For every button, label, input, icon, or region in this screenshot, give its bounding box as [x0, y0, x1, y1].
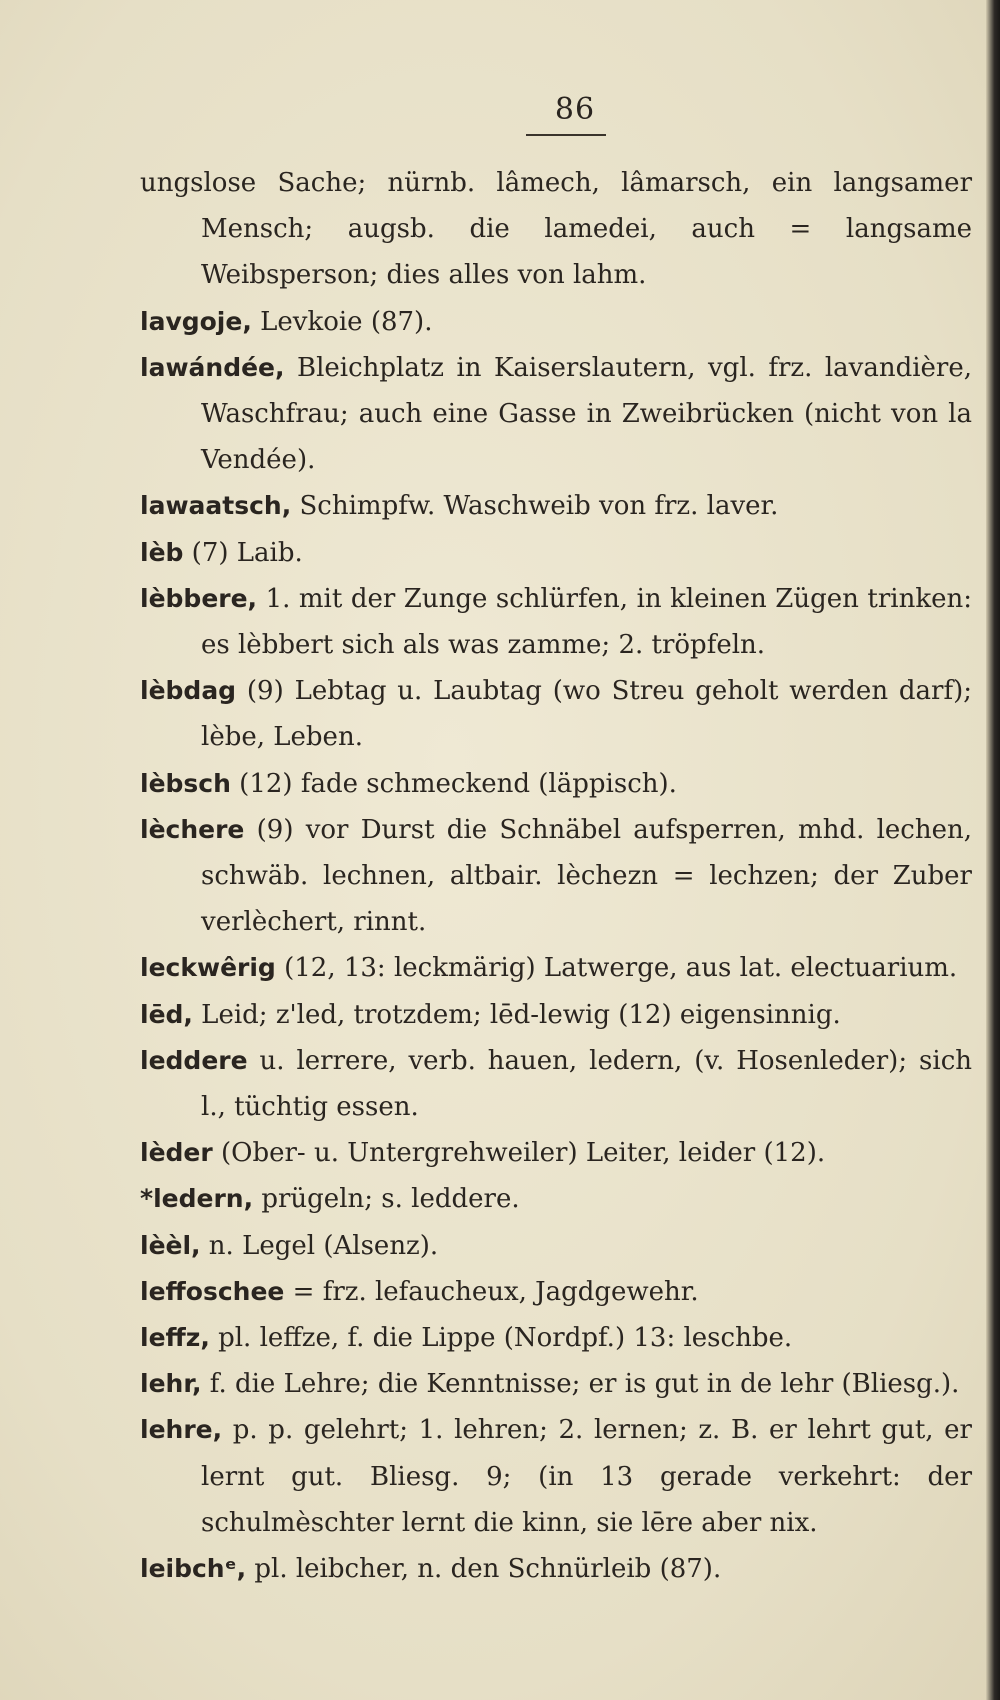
entry-headword: lawándée,: [140, 352, 285, 382]
entry-definition: p. p. gelehrt; 1. lehren; 2. lernen; z. B. er lehrt gut, er lernt gut. Bliesg. 9; (in 13 gerade verkehrt: der schulmèschter lernt die kinn, sie lēre aber nix.: [201, 1415, 972, 1538]
page-edge-shadow: [986, 0, 1000, 1700]
entry-headword: lèbdag: [140, 676, 237, 706]
entry-definition: (12) fade schmeckend (läppisch).: [230, 768, 677, 799]
dictionary-entry: [140, 992, 972, 1038]
entry-headword: lawaatsch,: [140, 491, 292, 521]
dictionary-entry: [140, 1176, 972, 1222]
entry-definition: prügeln; s. leddere.: [253, 1184, 520, 1215]
dictionary-entry: [140, 668, 972, 760]
entry-headword: leffoschee: [140, 1276, 285, 1306]
entry-definition: Leid; z'led, trotzdem; lēd-lewig (12) eigensinnig.: [192, 999, 841, 1030]
entry-headword: lēd,: [140, 999, 193, 1029]
entry-headword: lèbsch: [140, 768, 231, 798]
dictionary-entry: [140, 1130, 972, 1176]
dictionary-entry: [140, 945, 972, 991]
entry-definition: n. Legel (Alsenz).: [200, 1230, 439, 1261]
entry-headword: lehr,: [140, 1369, 202, 1399]
entry-headword: lèbbere,: [140, 583, 258, 613]
dictionary-entry: [140, 1223, 972, 1269]
entry-definition: (9) Lebtag u. Laubtag (wo Streu geholt werden darf); lèbe, Leben.: [201, 676, 972, 753]
dictionary-entry: [140, 345, 972, 484]
entry-definition: u. lerrere, verb. hauen, ledern, (v. Hosenleder); sich l., tüchtig essen.: [201, 1045, 972, 1123]
entry-headword: leddere: [140, 1045, 248, 1075]
dictionary-entry: [140, 1361, 972, 1407]
entry-definition: (9) vor Durst die Schnäbel aufsperren, mhd. lechen, schwäb. lechnen, altbair. lèchezn = lechzen; der Zuber verlèchert, rinnt.: [201, 814, 972, 938]
dictionary-entry: [140, 1038, 972, 1130]
entry-definition: Bleichplatz in Kaiserslautern, vgl. frz. lavandière, Waschfrau; auch eine Gasse in Zweibrücken (nicht von la Vendée).: [201, 352, 972, 476]
entry-headword: lèb: [140, 537, 184, 567]
entry-headword: lavgoje,: [140, 306, 252, 336]
entry-headword: lèèl,: [140, 1230, 201, 1260]
entry-definition: Levkoie (87).: [251, 306, 433, 337]
dictionary-entry: [140, 1546, 972, 1592]
entry-definition: ungslose Sache; nürnb. lâmech, lâmarsch, ein langsamer Mensch; augsb. die lamedei, auch = langsame Weibsperson; dies alles von lahm.: [140, 168, 972, 291]
entry-headword: lèchere: [140, 814, 245, 844]
dictionary-entry: [140, 761, 972, 807]
dictionary-entry: [140, 1315, 972, 1361]
entry-definition: (12, 13: leckmärig) Latwerge, aus lat. electuarium.: [275, 953, 958, 984]
dictionary-entry: [140, 576, 972, 668]
entry-definition: 1. mit der Zunge schlürfen, in kleinen Zügen trinken: es lèbbert sich als was zamme; 2. tröpfeln.: [201, 583, 972, 661]
dictionary-entry: [140, 807, 972, 946]
entry-definition: pl. leibcher, n. den Schnürleib (87).: [246, 1554, 722, 1585]
entry-headword: leckwêrig: [140, 953, 276, 983]
entry-definition: Schimpfw. Waschweib von frz. laver.: [291, 491, 779, 522]
entry-definition: (Ober- u. Untergrehweiler) Leiter, leider (12).: [212, 1138, 826, 1169]
dictionary-entry: [140, 1269, 972, 1315]
entry-headword: *ledern,: [140, 1184, 254, 1214]
entry-definition: pl. leffze, f. die Lippe (Nordpf.) 13: leschbe.: [209, 1323, 793, 1354]
page-number: 86: [554, 92, 596, 127]
entry-definition: f. die Lehre; die Kenntnisse; er is gut in de lehr (Bliesg.).: [201, 1369, 960, 1400]
dictionary-entry: [140, 483, 972, 529]
entry-definition: (7) Laib.: [183, 537, 303, 568]
entry-headword: leibchᵉ,: [140, 1554, 247, 1584]
dictionary-entry: [140, 299, 972, 345]
header-rule: [526, 134, 606, 136]
entry-headword: leffz,: [140, 1323, 210, 1353]
entry-definition: = frz. lefaucheux, Jagdgewehr.: [284, 1276, 699, 1307]
dictionary-entry: [140, 530, 972, 576]
dictionary-entries: [140, 160, 972, 1592]
entry-headword: lehre,: [140, 1415, 223, 1445]
dictionary-entry: [140, 160, 972, 299]
dictionary-entry: [140, 1407, 972, 1546]
entry-headword: lèder: [140, 1138, 213, 1168]
